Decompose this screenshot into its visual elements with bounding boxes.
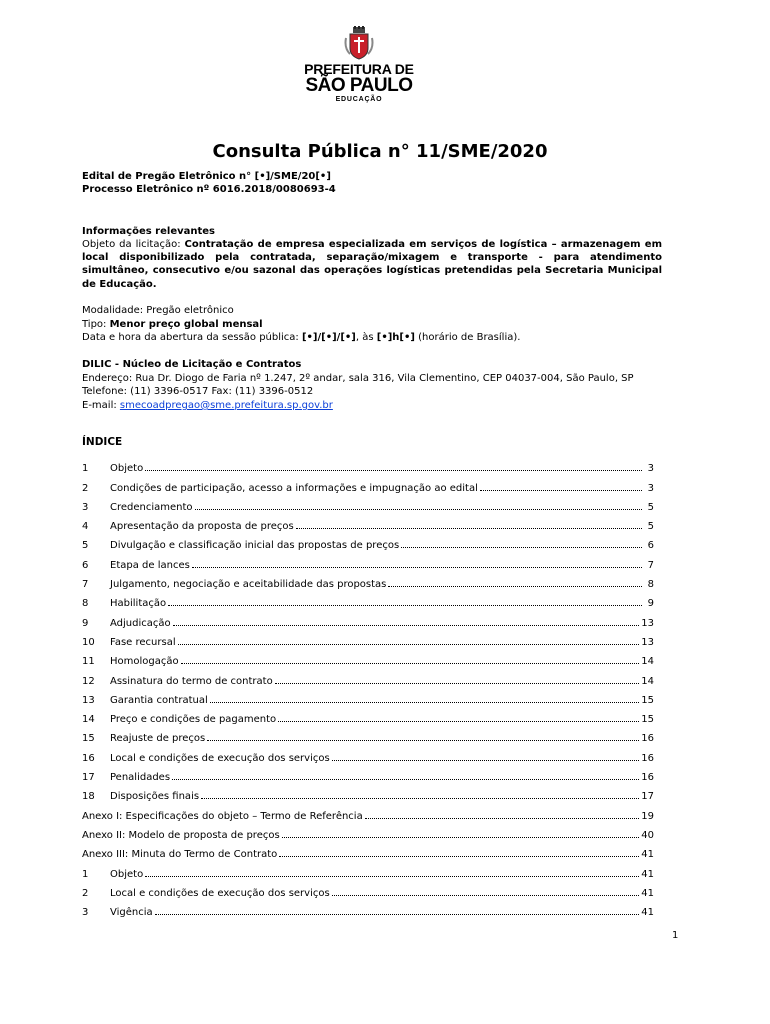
toc-row[interactable]: [82, 687, 654, 706]
toc-number: 17: [82, 772, 95, 784]
hora-value: [•]h[•]: [376, 332, 415, 343]
dilic-heading: DILIC - Núcleo de Licitação e Contratos: [82, 359, 302, 370]
toc-page-number: 5: [647, 521, 654, 533]
logo-line1: PREFEITURA DE: [304, 61, 414, 77]
toc-title[interactable]: Credenciamento: [110, 501, 193, 513]
toc-number: 8: [82, 598, 89, 610]
toc-number: 16: [82, 752, 95, 764]
toc-row[interactable]: [82, 455, 654, 474]
toc-row[interactable]: [82, 629, 654, 648]
toc-row[interactable]: [82, 783, 654, 802]
toc-page-number: 41: [641, 868, 654, 880]
telefone-line: Telefone: (11) 3396-0517 Fax: (11) 3396-0512: [82, 386, 314, 397]
toc-page-number: 16: [641, 733, 654, 745]
toc-leader-dots: [296, 527, 642, 529]
toc-number: 1: [82, 868, 89, 880]
toc-page-number: 5: [647, 501, 654, 513]
toc-row[interactable]: [82, 744, 654, 763]
toc-page-number: 13: [641, 617, 654, 629]
toc-title[interactable]: Local e condições de execução dos serviços: [110, 887, 330, 899]
logo-line3: EDUCAÇÃO: [335, 96, 383, 103]
toc-number: 9: [82, 617, 89, 629]
toc-row[interactable]: [82, 513, 654, 532]
toc-row[interactable]: [82, 474, 654, 493]
toc-page-number: 16: [641, 752, 654, 764]
toc-leader-dots: [172, 778, 639, 780]
endereco-line: Endereço: Rua Dr. Diogo de Faria nº 1.247, 2º andar, sala 316, Vila Clementino, CEP 04037-004, São Paulo, SP: [82, 373, 634, 384]
data-sep: , às: [355, 332, 377, 343]
toc-row[interactable]: [82, 590, 654, 609]
tipo-line: [82, 318, 662, 331]
objeto-label: Objeto da licitação:: [82, 239, 185, 250]
toc-title[interactable]: Fase recursal: [110, 636, 176, 648]
toc-leader-dots: [181, 662, 640, 664]
data-line: [82, 331, 662, 344]
toc-leader-dots: [278, 720, 639, 722]
toc-page-number: 14: [641, 675, 654, 687]
toc-leader-dots: [195, 508, 642, 510]
toc-row[interactable]: [82, 648, 654, 667]
toc-title[interactable]: Preço e condições de pagamento: [110, 714, 277, 726]
toc-page-number: 17: [641, 791, 654, 803]
toc-row[interactable]: [82, 725, 654, 744]
toc-page-number: 9: [647, 598, 654, 610]
toc-page-number: 15: [641, 714, 654, 726]
toc-number: 13: [82, 694, 95, 706]
toc-row[interactable]: [82, 494, 654, 513]
toc-leader-dots: [201, 797, 639, 799]
toc-leader-dots: [365, 817, 640, 819]
toc-leader-dots: [480, 489, 642, 491]
toc-title[interactable]: Etapa de lances: [110, 559, 190, 571]
edital-line: Edital de Pregão Eletrônico n° [•]/SME/20[•]: [82, 171, 331, 182]
toc-number: 18: [82, 791, 95, 803]
toc-title[interactable]: Julgamento, negociação e aceitabilidade das propostas: [110, 579, 387, 591]
toc-row[interactable]: [82, 860, 654, 879]
info-heading: Informações relevantes: [82, 226, 215, 237]
toc-row[interactable]: [82, 571, 654, 590]
toc-page-number: 40: [641, 829, 654, 841]
processo-line: Processo Eletrônico nº 6016.2018/0080693-4: [82, 184, 336, 195]
objeto-paragraph: [82, 238, 662, 291]
toc-title[interactable]: Garantia contratual: [110, 694, 208, 706]
toc-page-number: 14: [641, 656, 654, 668]
toc-leader-dots: [145, 875, 639, 877]
toc-leader-dots: [207, 739, 639, 741]
toc-row[interactable]: [82, 532, 654, 551]
toc-leader-dots: [279, 855, 639, 857]
toc-page-number: 16: [641, 772, 654, 784]
toc-title[interactable]: Habilitação: [110, 598, 167, 610]
toc-page-number: 41: [641, 849, 654, 861]
toc-leader-dots: [388, 585, 642, 587]
toc-leader-dots: [282, 836, 640, 838]
toc-heading: ÍNDICE: [82, 436, 123, 448]
toc-title[interactable]: Anexo II: Modelo de proposta de preços: [82, 829, 280, 841]
toc-number: 10: [82, 636, 95, 648]
toc-row[interactable]: [82, 551, 654, 570]
toc-title[interactable]: Homologação: [110, 656, 179, 668]
toc-row[interactable]: [82, 706, 654, 725]
toc-row[interactable]: [82, 899, 654, 918]
toc-row[interactable]: [82, 841, 654, 860]
page-number: 1: [672, 930, 679, 941]
toc-row[interactable]: [82, 880, 654, 899]
toc-number: 14: [82, 714, 95, 726]
page-title: Consulta Pública n° 11/SME/2020: [212, 141, 548, 162]
toc-leader-dots: [173, 624, 640, 626]
toc-page-number: 3: [647, 482, 654, 494]
toc-title[interactable]: Local e condições de execução dos serviços: [110, 752, 330, 764]
toc-leader-dots: [210, 701, 640, 703]
toc-leader-dots: [168, 604, 642, 606]
toc-row[interactable]: [82, 764, 654, 783]
toc-number: 6: [82, 559, 89, 571]
toc-leader-dots: [275, 682, 640, 684]
toc-title[interactable]: Condições de participação, acesso a informações e impugnação ao edital: [110, 482, 478, 494]
toc-title[interactable]: Objeto: [110, 868, 144, 880]
email-link[interactable]: smecoadpregao@sme.prefeitura.sp.gov.br: [119, 400, 333, 411]
toc-leader-dots: [155, 913, 640, 915]
table-of-contents: [82, 455, 654, 918]
toc-number: 2: [82, 482, 89, 494]
modalidade-line: Modalidade: Pregão eletrônico: [82, 305, 234, 316]
toc-number: 7: [82, 579, 89, 591]
toc-title[interactable]: Apresentação da proposta de preços: [110, 521, 294, 533]
data-label: Data e hora da abertura da sessão pública:: [82, 332, 302, 343]
toc-page-number: 19: [641, 810, 654, 822]
toc-row[interactable]: [82, 802, 654, 821]
toc-page-number: 41: [641, 887, 654, 899]
toc-page-number: 41: [641, 907, 654, 919]
toc-title[interactable]: Disposições finais: [110, 791, 200, 803]
toc-page-number: 3: [647, 463, 654, 475]
toc-page-number: 13: [641, 636, 654, 648]
toc-row[interactable]: [82, 667, 654, 686]
toc-title[interactable]: Objeto: [110, 463, 144, 475]
toc-row[interactable]: [82, 822, 654, 841]
email-line: [82, 399, 662, 412]
hora-note: (horário de Brasília).: [414, 332, 521, 343]
toc-leader-dots: [332, 894, 640, 896]
toc-page-number: 6: [647, 540, 654, 552]
toc-title[interactable]: Adjudicação: [110, 617, 171, 629]
toc-number: 1: [82, 463, 89, 475]
toc-number: 2: [82, 887, 89, 899]
email-label: E-mail:: [82, 400, 120, 411]
toc-title[interactable]: Anexo I: Especificações do objeto – Termo de Referência: [82, 810, 363, 822]
prefeitura-logo: [304, 26, 414, 105]
toc-number: 12: [82, 675, 95, 687]
toc-page-number: 8: [647, 579, 654, 591]
toc-leader-dots: [332, 759, 640, 761]
logo-line2: SÃO PAULO: [305, 75, 413, 96]
toc-number: 3: [82, 501, 89, 513]
toc-number: 15: [82, 733, 95, 745]
toc-leader-dots: [145, 469, 642, 471]
toc-number: 3: [82, 907, 89, 919]
toc-title[interactable]: Penalidades: [110, 772, 171, 784]
toc-number: 5: [82, 540, 89, 552]
toc-row[interactable]: [82, 609, 654, 628]
toc-title[interactable]: Reajuste de preços: [110, 733, 206, 745]
toc-page-number: 15: [641, 694, 654, 706]
objeto-text: Contratação de empresa especializada em serviços de logística – armazenagem em local disponibilizado pela contratada, separação/mixagem e transporte - para atendimento simultâneo, consecutivo e/ou sazonal das operações logísticas pretendidas pela Secretaria Municipal de Educação.: [82, 239, 662, 290]
coat-of-arms-icon: [344, 26, 374, 60]
toc-number: 4: [82, 521, 89, 533]
tipo-value: Menor preço global mensal: [109, 319, 263, 330]
toc-title[interactable]: Vigência: [110, 907, 153, 919]
toc-page-number: 7: [647, 559, 654, 571]
toc-leader-dots: [192, 566, 642, 568]
data-value: [•]/[•]/[•]: [301, 332, 356, 343]
toc-title[interactable]: Assinatura do termo de contrato: [110, 675, 273, 687]
toc-title[interactable]: Anexo III: Minuta do Termo de Contrato: [82, 849, 278, 861]
toc-number: 11: [82, 656, 95, 668]
tipo-label: Tipo:: [82, 319, 110, 330]
toc-title[interactable]: Divulgação e classificação inicial das propostas de preços: [110, 540, 400, 552]
toc-leader-dots: [401, 546, 642, 548]
toc-leader-dots: [178, 643, 640, 645]
